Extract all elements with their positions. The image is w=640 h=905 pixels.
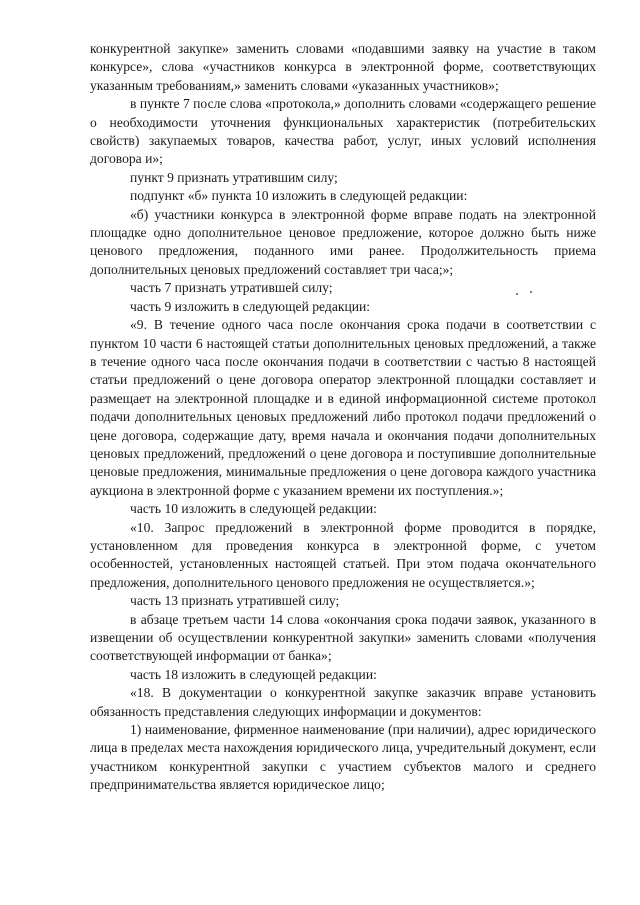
paragraph-part-13: часть 13 признать утратившей силу; <box>130 593 340 609</box>
paragraph-part-18-text: «18. В документации о конкурентной закупке заказчик вправе установить обязанность представления следующих информации и документов: <box>90 685 596 719</box>
paragraph-part-9-intro: часть 9 изложить в следующей редакции: <box>130 298 371 314</box>
paragraph-continuation: конкурентной закупке» заменить словами «подавшими заявку на участие в таком конкурсе», слова «участников конкурса в электронной форме, соответствующих указанным требованиям,» заменить словами «указанных участников»; <box>90 41 596 93</box>
paragraph-part-14: в абзаце третьем части 14 слова «окончания срока подачи заявок, указанного в извещении об осуществлении конкурентной закупки» заменить словами «получения соответствующей информации от банка»; <box>90 611 596 664</box>
paragraph-part-10-text: «10. Запрос предложений в электронной форме проводится в порядке, установленном для проведения конкурса в электронной форме, с учетом особенностей, установленных настоящей статьей. При этом подача окончательного предложения, дополнительного ценового предложения не осуществляется.»; <box>90 519 596 590</box>
paragraph-part-7: часть 7 признать утратившей силу; <box>130 280 333 296</box>
paragraph-item-9: пункт 9 признать утратившим силу; <box>130 169 338 185</box>
scan-speck-marks <box>514 291 538 297</box>
paragraph-item-7: в пункте 7 после слова «протокола,» дополнить словами «содержащего решение о необходимости уточнения функциональных характеристик (потребительских свойств) закупаемых товаров, качества работ, услуг, иных условий исполнения договора и»; <box>90 96 596 167</box>
paragraph-part-18-item-1: 1) наименование, фирменное наименование (при наличии), адрес юридического лица в пределах места нахождения юридического лица, учредительный документ, если участником конкурентной закупки с участием субъектов малого и среднего предпринимательства является юридическое лицо; <box>90 722 596 793</box>
paragraph-part-9-text: «9. В течение одного часа после окончания срока подачи в соответствии с пунктом 10 части 6 настоящей статьи дополнительных ценовых предложений, а также в течение одного часа после окончания подачи в соответствии с частью 8 настоящей статьи предложений о цене договора оператор электронной площадки составляет и размещает на электронной площадке и в единой информационной системе протокол подачи дополнительных ценовых предложений либо протокол подачи предложений о цене договора, содержащие дату, время начала и окончания подачи дополнительных ценовых предложений, предложений о цене договора и поступившие дополнительные ценовые предложения, минимальные предложения о цене договора каждого участника аукциона в электронной форме с указанием времени их поступления.»; <box>90 317 596 498</box>
paragraph-part-10-intro: часть 10 изложить в следующей редакции: <box>130 501 377 517</box>
paragraph-subitem-b-intro: подпункт «б» пункта 10 изложить в следующей редакции: <box>130 188 468 204</box>
paragraph-subitem-b-text: «б) участники конкурса в электронной форме вправе подать на электронной площадке одно дополнительное ценовое предложение, которое должно быть ниже ценового предложения, поданного ими ранее. Продолжительность приема дополнительных ценовых предложений составляет три часа;»; <box>90 206 596 277</box>
document-page <box>90 40 596 795</box>
paragraph-part-18-intro: часть 18 изложить в следующей редакции: <box>130 666 377 682</box>
